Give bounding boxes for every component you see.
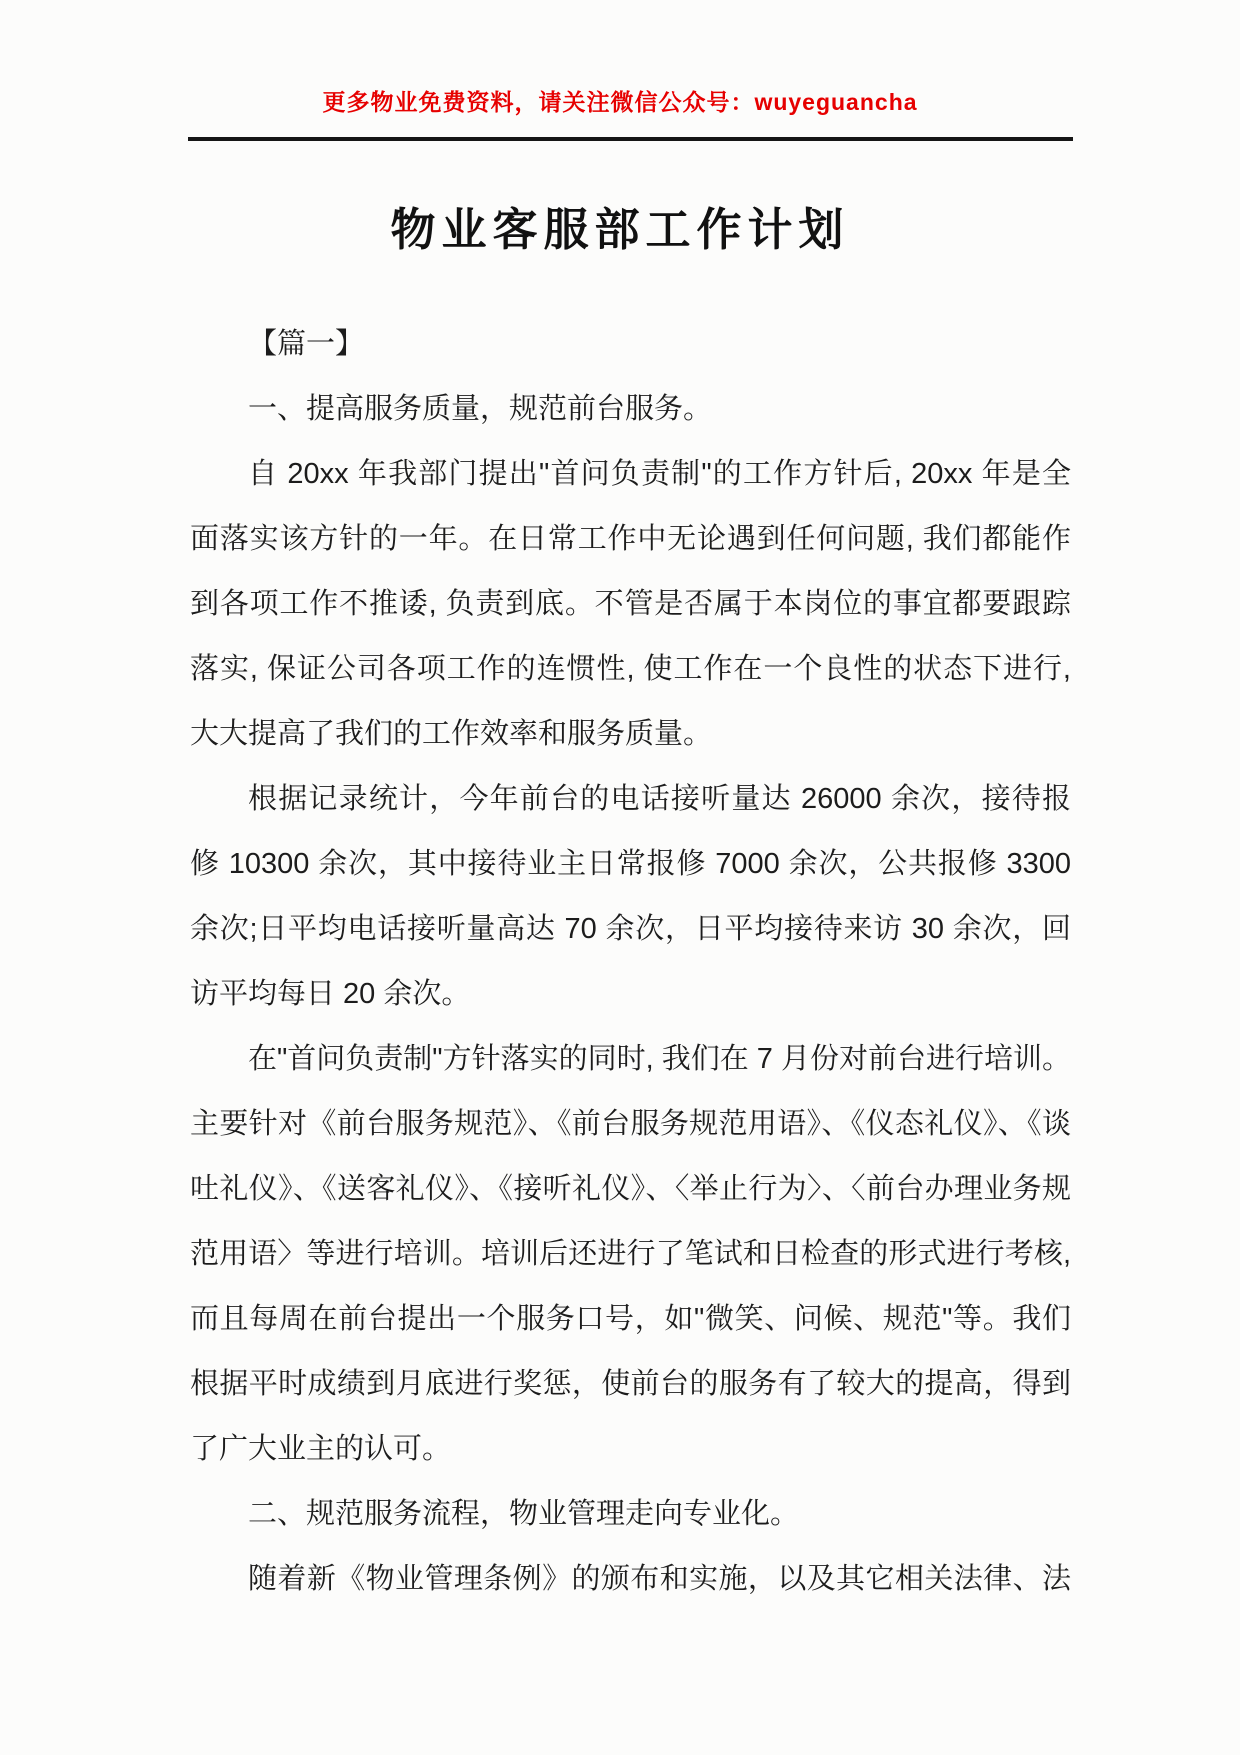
body-line: 而且每周在前台提出一个服务口号，如"微笑、问候、规范"等。我们 (190, 1303, 1071, 1335)
body-line: 自 20xx 年我部门提出"首问负责制"的工作方针后, 20xx 年是全 (248, 458, 1071, 490)
header-divider-line (188, 137, 1073, 141)
body-line: 了广大业主的认可。 (190, 1433, 452, 1465)
body-line: 在"首问负责制"方针落实的同时, 我们在 7 月份对前台进行培训。 (248, 1043, 1071, 1075)
body-line: 面落实该方针的一年。在日常工作中无论遇到任何问题, 我们都能作 (190, 523, 1071, 555)
body-line: 根据平时成绩到月底进行奖惩，使前台的服务有了较大的提高，得到 (190, 1368, 1071, 1400)
body-line: 【篇一】 (248, 328, 365, 360)
body-line: 二、规范服务流程，物业管理走向专业化。 (248, 1498, 800, 1530)
body-line: 到各项工作不推诿, 负责到底。不管是否属于本岗位的事宜都要跟踪 (190, 588, 1071, 620)
body-line: 访平均每日 20 余次。 (190, 978, 471, 1010)
body-line: 根据记录统计，今年前台的电话接听量达 26000 余次，接待报 (248, 783, 1071, 815)
body-line: 一、提高服务质量，规范前台服务。 (248, 393, 713, 425)
promo-header-text: 更多物业免费资料，请关注微信公众号：wuyeguancha (322, 89, 918, 115)
document-body (190, 312, 1071, 1612)
body-line: 余次;日平均电话接听量高达 70 余次，日平均接待来访 30 余次，回 (190, 913, 1071, 945)
document-title: 物业客服部工作计划 (390, 204, 850, 255)
body-line: 主要针对《前台服务规范》、《前台服务规范用语》、《仪态礼仪》、《谈 (190, 1108, 1071, 1140)
body-line: 范用语〉等进行培训。培训后还进行了笔试和日检查的形式进行考核, (190, 1238, 1071, 1270)
body-line: 随着新《物业管理条例》的颁布和实施，以及其它相关法律、法 (248, 1563, 1071, 1595)
body-line: 吐礼仪》、《送客礼仪》、《接听礼仪》、〈举止行为〉、〈前台办理业务规 (190, 1173, 1071, 1205)
body-line: 大大提高了我们的工作效率和服务质量。 (190, 718, 713, 750)
body-line: 落实, 保证公司各项工作的连惯性, 使工作在一个良性的状态下进行, (190, 653, 1071, 685)
body-line: 修 10300 余次，其中接待业主日常报修 7000 余次，公共报修 3300 (190, 848, 1071, 880)
